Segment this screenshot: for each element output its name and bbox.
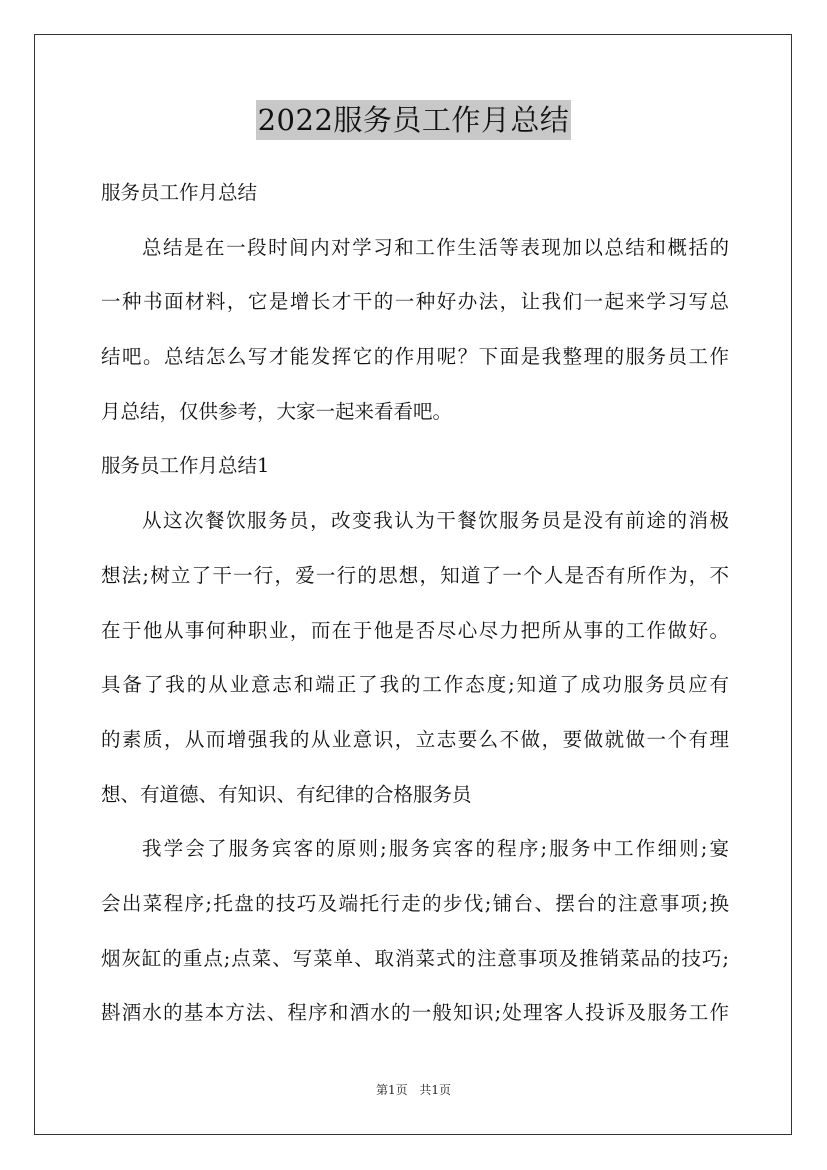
paragraph-line: 一种书面材料，它是增长才干的一种好办法，让我们一起来学习写总 [101, 290, 729, 314]
paragraph-line: 烟灰缸的重点;点菜、写菜单、取消菜式的注意事项及推销菜品的技巧; [101, 946, 729, 970]
paragraph-line: 从这次餐饮服务员，改变我认为干餐饮服务员是没有前途的消极 [142, 509, 729, 533]
section-heading: 服务员工作月总结 [101, 181, 258, 204]
paragraph-line: 我学会了服务宾客的原则;服务宾客的程序;服务中工作细则;宴 [142, 837, 729, 861]
paragraph-line: 斟酒水的基本方法、程序和酒水的一般知识;处理客人投诉及服务工作 [101, 1001, 729, 1025]
page-footer [0, 1081, 827, 1098]
paragraph-line: 会出菜程序;托盘的技巧及端托行走的步伐;铺台、摆台的注意事项;换 [101, 891, 729, 915]
paragraph-line: 想、有道德、有知识、有纪律的合格服务员 [101, 782, 472, 806]
paragraph-line: 月总结，仅供参考，大家一起来看看吧。 [101, 399, 453, 423]
page-number: 第1页 [375, 1083, 408, 1097]
paragraph-line: 想法;树立了干一行，爱一行的思想，知道了一个人是否有所作为，不 [101, 563, 729, 587]
section-heading: 服务员工作月总结1 [101, 454, 270, 478]
page-total: 共1页 [419, 1083, 452, 1097]
paragraph-line: 总结是在一段时间内对学习和工作生活等表现加以总结和概括的 [142, 235, 729, 259]
title-container [0, 100, 827, 140]
paragraph-line: 具备了我的从业意志和端正了我的工作态度;知道了成功服务员应有 [101, 673, 729, 697]
document-title: 2022服务员工作月总结 [256, 100, 572, 140]
paragraph-line: 的素质，从而增强我的从业意识，立志要么不做，要做就做一个有理 [101, 727, 729, 751]
paragraph-line: 在于他从事何种职业，而在于他是否尽心尽力把所从事的工作做好。 [101, 618, 729, 642]
document-body [101, 170, 729, 1045]
paragraph-line: 结吧。总结怎么写才能发挥它的作用呢？下面是我整理的服务员工作 [101, 345, 729, 369]
